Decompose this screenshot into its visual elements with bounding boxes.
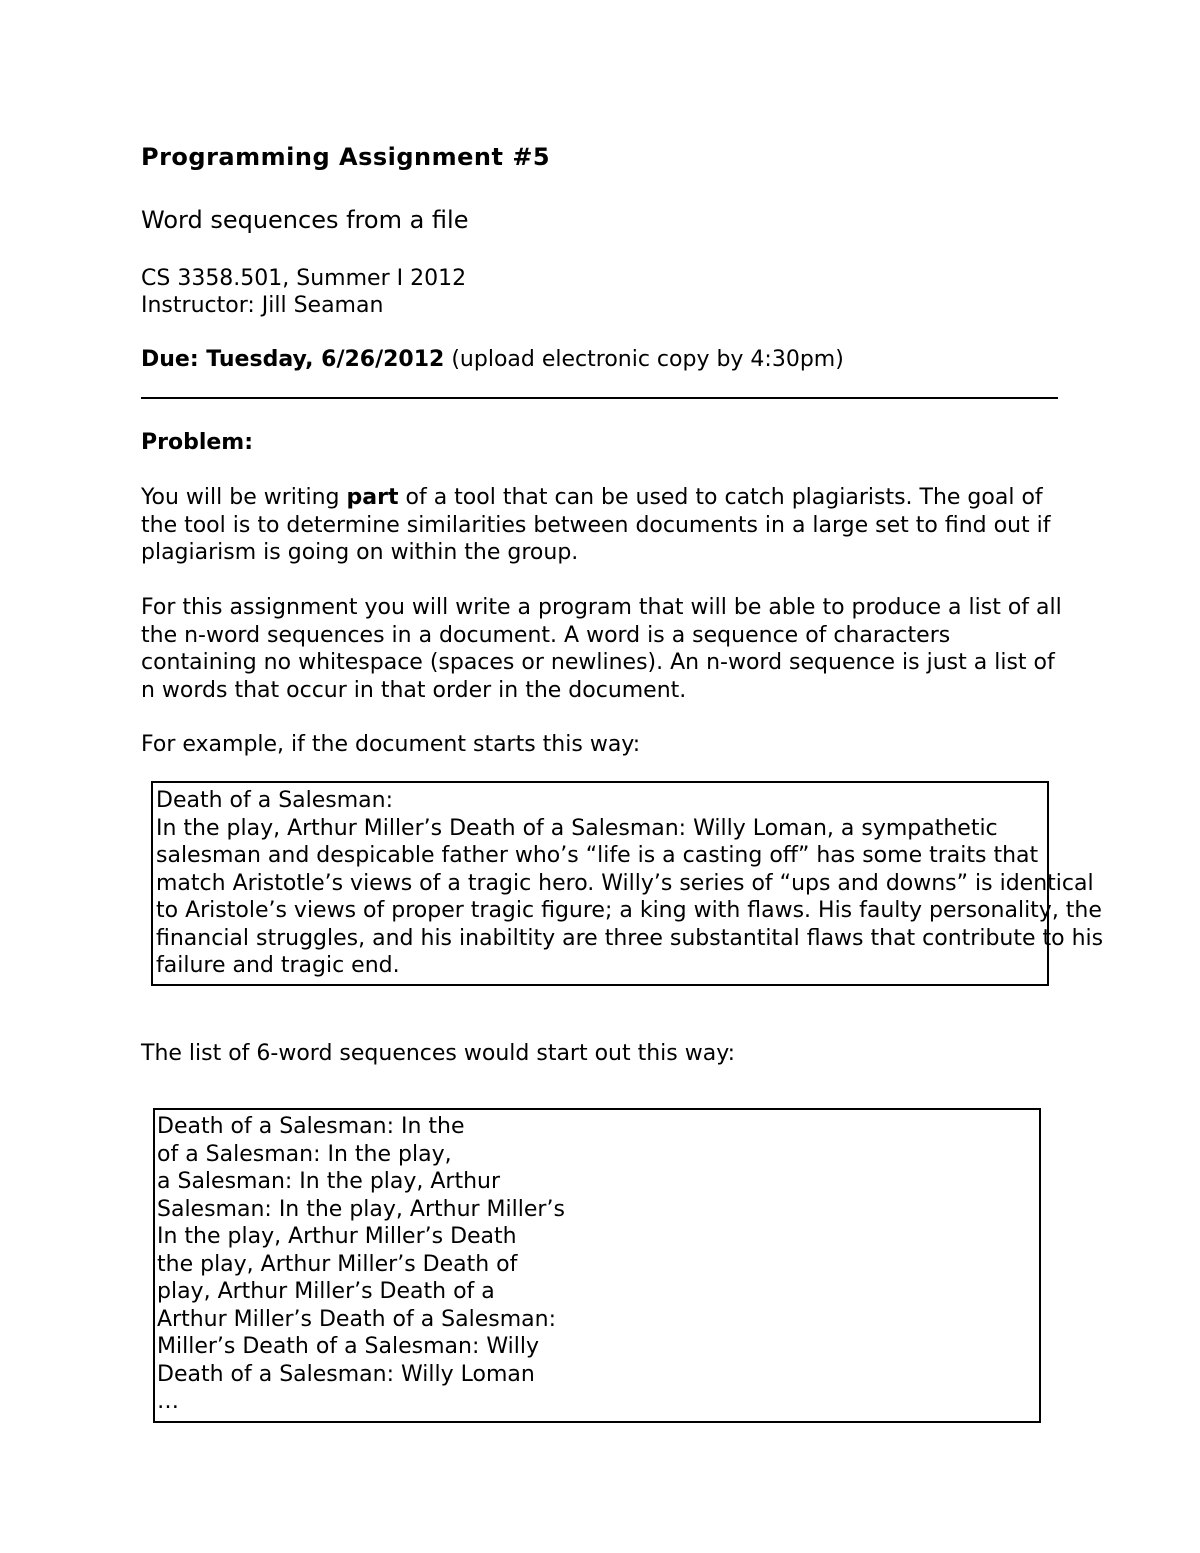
sequence-line: the play, Arthur Miller’s Death of [157, 1251, 518, 1277]
sequence-line: In the play, Arthur Miller’s Death [157, 1224, 517, 1249]
assignment-subtitle: Word sequences from a file [141, 206, 469, 234]
example-line: In the play, Arthur Miller’s Death of a Salesman: Willy Loman, a sympathetic [156, 815, 998, 841]
sequence-line: of a Salesman: In the play, [157, 1141, 452, 1167]
problem-paragraph-2: For this assignment you will write a program that will be able to produce a list of all the n-word sequences in a document. A word is a sequence of characters containing no whitespace (spaces or newlines). An n-word sequence is just a list of n words that occur in that order in the document. [141, 595, 1062, 703]
example-line: salesman and despicable father who’s “life is a casting off” has some traits that [156, 843, 1039, 868]
sequence-list-box [153, 1108, 1041, 1423]
problem-heading: Problem: [141, 430, 254, 455]
assignment-title: Programming Assignment #5 [141, 143, 551, 171]
sequence-line: Miller’s Death of a Salesman: Willy [157, 1334, 539, 1359]
horizontal-rule [141, 397, 1058, 399]
due-date-line [141, 347, 844, 372]
sequence-line: Salesman: In the play, Arthur Miller’s [157, 1196, 565, 1222]
due-date-label: Due: Tuesday, 6/26/2012 [141, 347, 445, 372]
sequence-line: a Salesman: In the play, Arthur [157, 1169, 501, 1194]
example-line: to Aristole’s views of proper tragic figure; a king with flaws. His faulty personality, the [156, 898, 1102, 923]
example-line: financial struggles, and his inabiltity are three substantital flaws that contribute to his [156, 925, 1104, 951]
example-line: Death of a Salesman: [156, 788, 394, 813]
instructor-info: Instructor: Jill Seaman [141, 293, 384, 318]
sequence-line: Arthur Miller’s Death of a Salesman: [157, 1306, 557, 1332]
example-line: failure and tragic end. [156, 953, 400, 978]
example-document-box [151, 781, 1104, 986]
example-line: match Aristotle’s views of a tragic hero. Willy’s series of “ups and downs” is identical [156, 870, 1094, 896]
example-intro: For example, if the document starts this way: [141, 732, 641, 757]
due-date-note: (upload electronic copy by 4:30pm) [444, 347, 844, 372]
sequence-line: play, Arthur Miller’s Death of a [157, 1279, 495, 1304]
course-info: CS 3358.501, Summer I 2012 [141, 266, 467, 291]
sequence-line: Death of a Salesman: Willy Loman [157, 1361, 535, 1387]
emphasis-part: part [346, 485, 399, 510]
sequence-intro: The list of 6-word sequences would start out this way: [141, 1041, 736, 1066]
sequence-line: Death of a Salesman: In the [157, 1114, 465, 1139]
sequence-line: … [157, 1389, 179, 1414]
problem-paragraph-1: You will be writing part of a tool that can be used to catch plagiarists. The goal of the tool is to determine similarities between documents in a large set to find out if plagiarism is going on within the group. [141, 485, 1051, 565]
